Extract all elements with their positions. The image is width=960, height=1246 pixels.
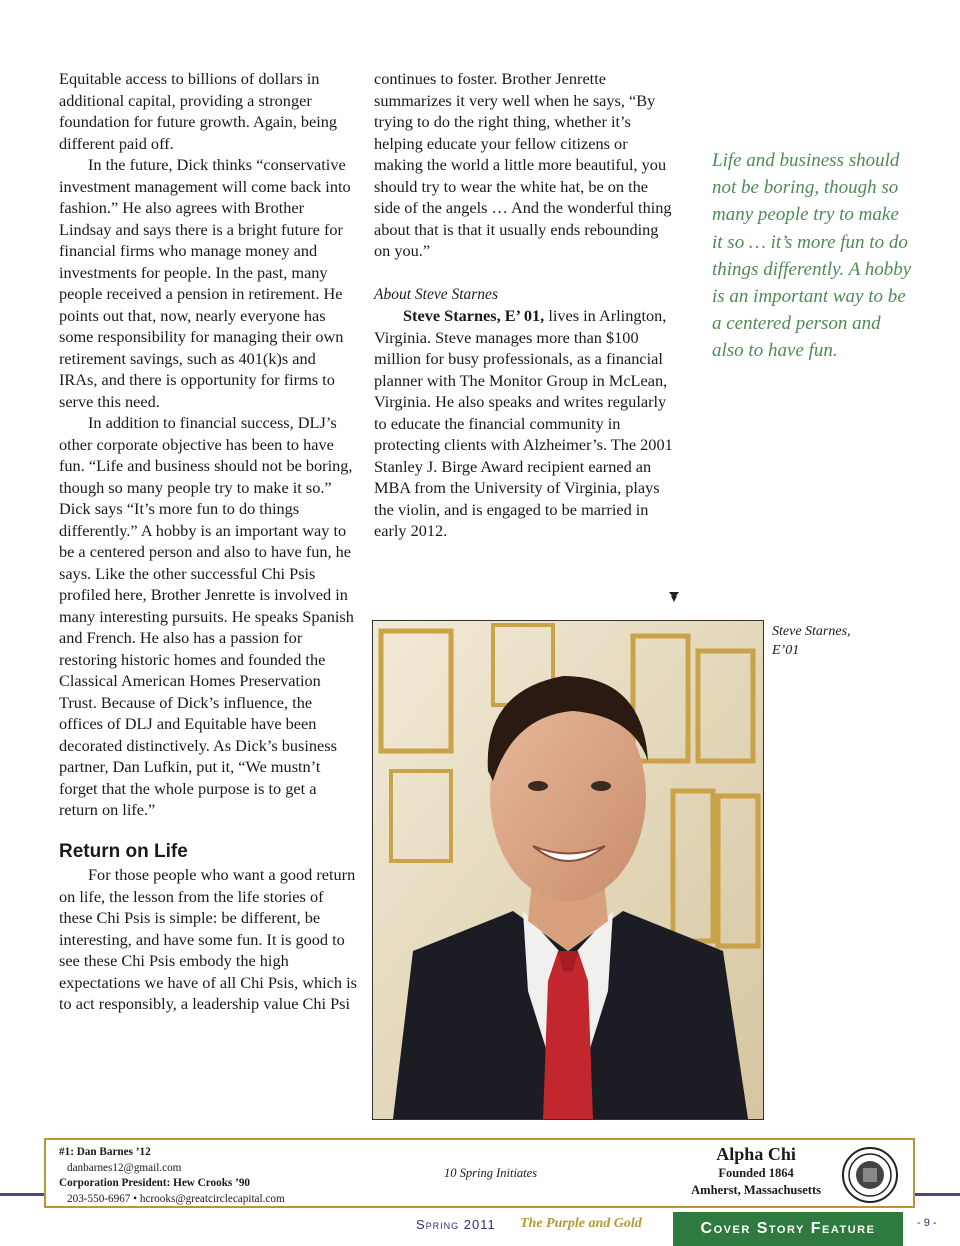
issue-date: Spring 2011 (416, 1217, 496, 1232)
article-paragraph: Equitable access to billions of dollars in additional capital, providing a stronger foundation for future growth. Again, being different paid off. (59, 69, 338, 153)
footer-rule-right (915, 1193, 960, 1196)
chapter-founded: Founded 1864 (718, 1166, 794, 1180)
portrait-photo (372, 620, 764, 1120)
section-heading: Return on Life (59, 840, 188, 862)
article-paragraph: For those people who want a good return on life, the lesson from the life stories of these Chi Psis is simple: be different, be interesting, and have some fun. It is good to see these Chi Psis embody the high expectations we have of all Chi Psis, which is to act responsibly, a leadership value Chi Psi (59, 865, 357, 1013)
article-column-middle (374, 68, 674, 542)
article-paragraph: In addition to financial success, DLJ’s other corporate objective has been to have fun. “Life and business should not be boring, though so many people try to make it so.” Dick says “It’s more fun to do things differently.” A hobby is an important way to be a centered person and also to have fun, he says. Like the other successful Chi Psis profiled here, Brother Jenrette is involved in many interesting pursuits. He speaks Spanish and French. He also has a passion for restoring historic homes and founded the Classical American Homes Preservation Trust. Because of Dick’s influence, the offices of DLJ and Equitable have been decorated distinctively. As Dick’s business partner, Dan Lufkin, put it, “We mustn’t forget that the whole purpose is to get a return on life.” (59, 413, 354, 819)
chapter-name: Alpha Chi (716, 1144, 796, 1164)
article-paragraph: In the future, Dick thinks “conservative investment management will come back into fashion.” He also agrees with Brother Lindsay and says there is a bright future for financial firms who manage money and investments for people. In the past, many people received a pension in retirement. He points out that, now, nearly everyone has some responsibility for managing their own retirement savings, such as 401(k)s and IRAs, and there is opportunity for firms to serve this need. (59, 155, 351, 411)
contact-line: #1: Dan Barnes ’12 (59, 1146, 151, 1158)
chapter-contacts (59, 1145, 285, 1207)
pull-quote: Life and business should not be boring, though so many people try to make it so … it’s more fun to do things differently. A hobby is an important way to be a centered person and also to have fun. (712, 150, 912, 362)
contact-email-link[interactable]: danbarnes12@gmail.com (67, 1161, 182, 1174)
article-column-left (59, 68, 357, 1015)
page-number: - 9 - (917, 1217, 937, 1229)
initiates-count: 10 Spring Initiates (444, 1166, 538, 1180)
about-paragraph (374, 305, 674, 542)
photo-caption: Steve Starnes, E’01 (772, 624, 851, 658)
chapter-location: Amherst, Massachusetts (691, 1183, 821, 1197)
end-mark-icon (668, 591, 680, 603)
article-paragraph: continues to foster. Brother Jenrette summarizes it very well when he says, “By trying to do the right thing, whether it’s helping educate your fellow citizens or making the world a little more beautiful, you should try to wear the white hat, be on the side of the angels … And the wonderful thing about that is that it usually ends rebounding on you.” (374, 69, 672, 260)
page-footer-bar (0, 1212, 960, 1246)
about-text: lives in Arlington, Virginia. Steve manages more than $100 million for busy professionals, as a financial planner with The Monitor Group in McLean, Virginia. He also speaks and writes regularly to educate the financial community in protecting clients with Alzheimer’s. The 2001 Stanley J. Birge Award recipient earned an MBA from the University of Virginia, plays the violin, and is engaged to be married in early 2012. (374, 306, 673, 540)
chapter-seal-icon (841, 1146, 899, 1204)
magazine-name: The Purple and Gold (520, 1216, 642, 1231)
chapter-info (691, 1146, 821, 1199)
contact-phone-email[interactable]: 203-550-6967 • hcrooks@greatcirclecapital.com (67, 1192, 285, 1205)
about-label: About Steve Starnes (374, 285, 498, 303)
contact-line: Corporation President: Hew Crooks ’90 (59, 1177, 251, 1189)
section-tag: Cover Story Feature (673, 1212, 903, 1246)
footer-rule-left (0, 1193, 44, 1196)
about-name: Steve Starnes, E’ 01, (403, 306, 545, 325)
chapter-footer-box (44, 1138, 915, 1208)
